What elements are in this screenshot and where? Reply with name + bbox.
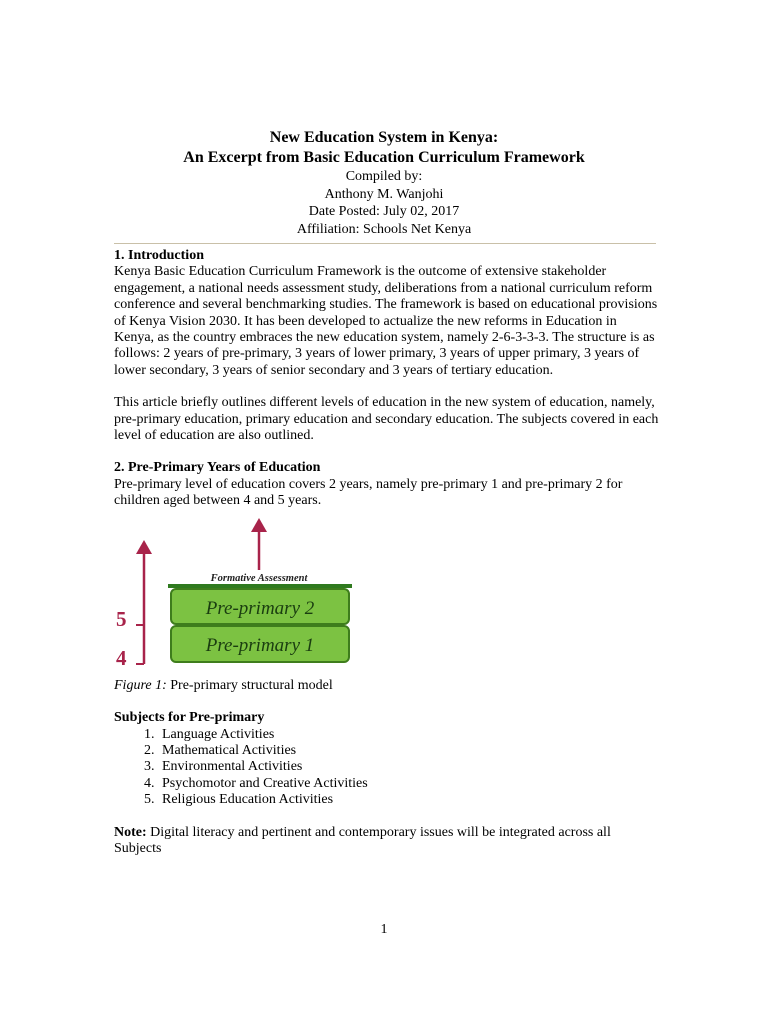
note-paragraph: [114, 825, 659, 858]
axis-label-4: 4: [116, 645, 127, 670]
subjects-list: [114, 727, 659, 809]
list-item: 1. Language Activities: [158, 727, 659, 743]
document-body: [114, 248, 659, 857]
pre-primary-figure: [114, 518, 384, 678]
list-item: 3. Environmental Activities: [158, 759, 659, 775]
intro-paragraph-1: Kenya Basic Education Curriculum Framework is the outcome of extensive stakeholder engagement, a national needs assessment study, deliberations from a national curriculum reform conference and several benchmarking studies. The framework is based on educational provisions of Kenya Vision 2030. It has been developed to actualize the new reforms in Education in Kenya, as the country embraces the new education system, namely 2-6-3-3-3. The structure is as follows: 2 years of pre-primary, 3 years of lower primary, 3 years of upper primary, 3 years of lower secondary, 3 years of senior secondary and 3 years of tertiary education.: [114, 264, 658, 378]
pre-primary-paragraph: Pre-primary level of education covers 2 years, namely pre-primary 1 and pre-primary 2 for children aged between 4 and 5 years.: [114, 476, 623, 509]
figure-1-caption-text: Pre-primary structural model: [166, 677, 333, 693]
affiliation: Affiliation: Schools Net Kenya: [296, 221, 472, 237]
pre-primary-1-label: Pre-primary 1: [205, 634, 315, 656]
list-item: 4. Psychomotor and Creative Activities: [158, 776, 659, 792]
figure-1-caption: [114, 678, 659, 694]
author-name: Anthony M. Wanjohi: [324, 186, 444, 202]
formative-assessment-label: Formative Assessment: [210, 572, 308, 584]
header-divider: [114, 243, 656, 244]
list-item: 5. Religious Education Activities: [158, 792, 659, 808]
age-axis-arrowhead: [136, 540, 152, 554]
intro-paragraph-2: This article briefly outlines different levels of education in the new system of education, namely, pre-primary education, primary education and secondary education. The subjects covered in each level of education are also outlined.: [114, 395, 659, 444]
progression-arrowhead: [251, 518, 267, 532]
list-item: 2. Mathematical Activities: [158, 743, 659, 759]
pre-primary-2-label: Pre-primary 2: [205, 597, 315, 619]
date-posted: Date Posted: July 02, 2017: [308, 204, 460, 219]
page-number: 1: [380, 922, 388, 937]
figure-1-label: Figure 1:: [114, 677, 167, 693]
section-1-heading: 1. Introduction: [114, 248, 204, 263]
pre-primary-diagram: [114, 518, 384, 678]
title-line-1: New Education System in Kenya:: [269, 129, 499, 146]
note-text: Digital literacy and pertinent and contemporary issues will be integrated across all Subjects: [114, 824, 611, 856]
section-2-heading: 2. Pre-Primary Years of Education: [114, 460, 321, 476]
title-line-2: An Excerpt from Basic Education Curriculum Framework: [183, 149, 585, 166]
axis-label-5: 5: [116, 606, 127, 631]
formative-assessment-bar: [168, 584, 352, 588]
compiled-by: Compiled by:: [345, 169, 423, 184]
note-label: Note:: [114, 824, 147, 840]
document-header: [0, 128, 768, 238]
subjects-heading: Subjects for Pre-primary: [114, 710, 265, 726]
